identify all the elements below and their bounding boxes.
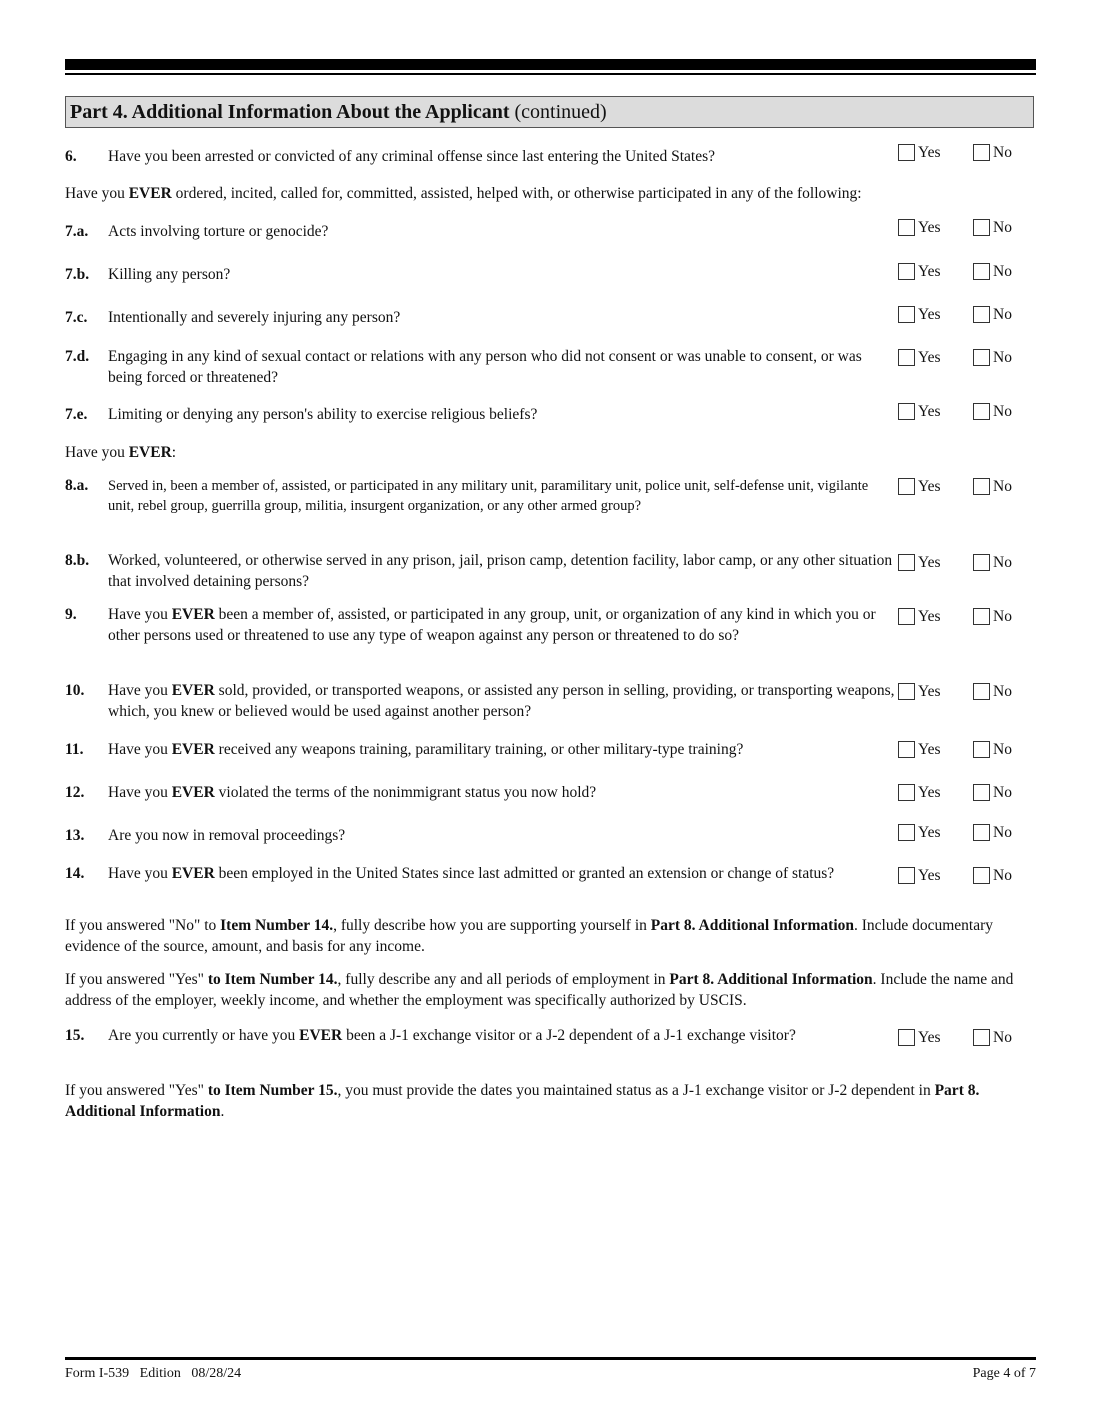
- q7a-no-option[interactable]: [973, 219, 1012, 239]
- q8b-yes-option[interactable]: [898, 554, 941, 574]
- yes-label: Yes: [918, 144, 941, 161]
- question-7a: [65, 221, 895, 242]
- q13-yes-option[interactable]: [898, 824, 941, 844]
- checkbox[interactable]: [973, 219, 990, 236]
- q10-yes-option[interactable]: [898, 683, 941, 703]
- question-text: Limiting or denying any person's ability to exercise religious beliefs?: [108, 406, 538, 423]
- item-number: 8.b.: [65, 552, 90, 569]
- q7b-no-option[interactable]: [973, 263, 1012, 283]
- intro-emphasis: EVER: [128, 185, 172, 202]
- no-label: No: [993, 824, 1012, 841]
- footer-rule: [65, 1357, 1036, 1360]
- checkbox[interactable]: [973, 306, 990, 323]
- question-12: [65, 782, 895, 803]
- yes-label: Yes: [918, 219, 941, 236]
- q6-yes-option[interactable]: [898, 144, 941, 164]
- checkbox[interactable]: [973, 741, 990, 758]
- yes-label: Yes: [918, 1029, 941, 1046]
- checkbox[interactable]: [973, 608, 990, 625]
- question-text: Have you been arrested or convicted of any criminal offense since last entering the United States?: [108, 148, 716, 165]
- checkbox[interactable]: [898, 554, 915, 571]
- checkbox[interactable]: [973, 263, 990, 280]
- question-13: [65, 825, 895, 846]
- question-11: [65, 739, 895, 760]
- no-label: No: [993, 784, 1012, 801]
- checkbox[interactable]: [898, 349, 915, 366]
- q11-yes-option[interactable]: [898, 741, 941, 761]
- intro-text: Have you: [65, 185, 129, 202]
- item-number: 8.a.: [65, 477, 89, 494]
- question-text: Killing any person?: [108, 266, 231, 283]
- question-9: [65, 604, 895, 646]
- no-label: No: [993, 741, 1012, 758]
- question-text: Have you EVER violated the terms of the nonimmigrant status you now hold?: [108, 784, 597, 801]
- q14-yes-option[interactable]: [898, 867, 941, 887]
- q7e-yes-option[interactable]: [898, 403, 941, 423]
- item-number: 7.a.: [65, 223, 89, 240]
- no-label: No: [993, 306, 1012, 323]
- yes-label: Yes: [918, 683, 941, 700]
- question-8a: [65, 476, 895, 516]
- item-number: 7.e.: [65, 406, 88, 423]
- checkbox[interactable]: [973, 554, 990, 571]
- no-label: No: [993, 403, 1012, 420]
- q6-no-option[interactable]: [973, 144, 1012, 164]
- question-14: [65, 863, 895, 884]
- checkbox[interactable]: [898, 478, 915, 495]
- question-text: Are you currently or have you EVER been a J-1 exchange visitor or a J-2 dependent of a J-1 exchange visitor?: [108, 1027, 796, 1044]
- yes-label: Yes: [918, 349, 941, 366]
- yes-label: Yes: [918, 867, 941, 884]
- checkbox[interactable]: [898, 784, 915, 801]
- form-edition: Form I-539 Edition 08/28/24: [65, 1366, 242, 1381]
- item-number: 7.d.: [65, 348, 90, 365]
- checkbox[interactable]: [898, 741, 915, 758]
- top-rule-thin: [65, 73, 1036, 75]
- q8b-no-option[interactable]: [973, 554, 1012, 574]
- question-text: Have you EVER received any weapons training, paramilitary training, or other military-type training?: [108, 741, 744, 758]
- yes-label: Yes: [918, 403, 941, 420]
- q9-no-option[interactable]: [973, 608, 1012, 628]
- question-text: Have you EVER been a member of, assisted, or participated in any group, unit, or organization of any kind in which you or other persons used or threatened to use any type of weapon against any person or threatened to do so?: [108, 606, 876, 644]
- part-suffix: (continued): [509, 101, 607, 123]
- question-7b: [65, 264, 895, 285]
- checkbox[interactable]: [898, 608, 915, 625]
- question-10: [65, 680, 895, 722]
- checkbox[interactable]: [898, 219, 915, 236]
- q12-yes-option[interactable]: [898, 784, 941, 804]
- yes-label: Yes: [918, 478, 941, 495]
- question-text: Served in, been a member of, assisted, or participated in any military unit, paramilitary unit, police unit, self-defense unit, vigilante unit, rebel group, guerrilla group, militia, insurgent organization, or any other armed group?: [108, 478, 869, 514]
- q8a-no-option[interactable]: [973, 478, 1012, 498]
- note-14-yes: If you answered "Yes" to Item Number 14., fully describe any and all periods of employment in Part 8. Additional Information. Include the name and address of the employer, weekly income, and whether the employment was specifically authorized by USCIS.: [65, 971, 1014, 1009]
- q14-no-option[interactable]: [973, 867, 1012, 887]
- question-text: Acts involving torture or genocide?: [108, 223, 329, 240]
- q7c-no-option[interactable]: [973, 306, 1012, 326]
- yes-label: Yes: [918, 784, 941, 801]
- checkbox[interactable]: [973, 349, 990, 366]
- item-number: 10.: [65, 682, 85, 699]
- checkbox[interactable]: [973, 403, 990, 420]
- yes-label: Yes: [918, 608, 941, 625]
- checkbox[interactable]: [898, 403, 915, 420]
- question-7e: [65, 404, 895, 425]
- intro-8: [65, 442, 1040, 463]
- item-number: 11.: [65, 741, 84, 758]
- question-text: Worked, volunteered, or otherwise served in any prison, jail, prison camp, detention facility, labor camp, or any other situation that involved detaining persons?: [108, 552, 893, 590]
- no-label: No: [993, 263, 1012, 280]
- yes-label: Yes: [918, 263, 941, 280]
- q7d-no-option[interactable]: [973, 349, 1012, 369]
- checkbox[interactable]: [973, 824, 990, 841]
- q8a-yes-option[interactable]: [898, 478, 941, 498]
- checkbox[interactable]: [898, 867, 915, 884]
- q7a-yes-option[interactable]: [898, 219, 941, 239]
- intro-7: [65, 183, 1040, 204]
- no-label: No: [993, 683, 1012, 700]
- no-label: No: [993, 219, 1012, 236]
- checkbox[interactable]: [898, 306, 915, 323]
- checkbox[interactable]: [973, 867, 990, 884]
- yes-label: Yes: [918, 306, 941, 323]
- part-title: Part 4. Additional Information About the Applicant: [70, 101, 510, 123]
- intro-text: Have you: [65, 444, 129, 461]
- page-number: Page 4 of 7: [972, 1366, 1036, 1381]
- question-text: Have you EVER sold, provided, or transported weapons, or assisted any person in selling, providing, or transporting weapons, which, you knew or believed would be used against another person?: [108, 682, 895, 720]
- q12-no-option[interactable]: [973, 784, 1012, 804]
- question-6: [65, 146, 895, 167]
- checkbox[interactable]: [973, 683, 990, 700]
- no-label: No: [993, 478, 1012, 495]
- q9-yes-option[interactable]: [898, 608, 941, 628]
- item-number: 6.: [65, 148, 77, 165]
- checkbox[interactable]: [973, 1029, 990, 1046]
- note-15: If you answered "Yes" to Item Number 15., you must provide the dates you maintained status as a J-1 exchange visitor or J-2 dependent in Part 8. Additional Information.: [65, 1082, 980, 1120]
- q7b-yes-option[interactable]: [898, 263, 941, 283]
- q13-no-option[interactable]: [973, 824, 1012, 844]
- no-label: No: [993, 608, 1012, 625]
- q15-no-option[interactable]: [973, 1029, 1012, 1049]
- no-label: No: [993, 349, 1012, 366]
- question-text: Intentionally and severely injuring any person?: [108, 309, 401, 326]
- checkbox[interactable]: [898, 1029, 915, 1046]
- item-number: 15.: [65, 1027, 85, 1044]
- item-number: 14.: [65, 865, 85, 882]
- q15-yes-option[interactable]: [898, 1029, 941, 1049]
- no-label: No: [993, 554, 1012, 571]
- question-7c: [65, 307, 895, 328]
- question-text: Have you EVER been employed in the United States since last admitted or granted an extension or change of status?: [108, 865, 835, 882]
- checkbox[interactable]: [898, 824, 915, 841]
- item-number: 7.c.: [65, 309, 88, 326]
- q10-no-option[interactable]: [973, 683, 1012, 703]
- intro-text: :: [171, 444, 177, 461]
- question-15: [65, 1025, 895, 1046]
- checkbox[interactable]: [898, 263, 915, 280]
- item-number: 7.b.: [65, 266, 90, 283]
- intro-text: ordered, incited, called for, committed, assisted, helped with, or otherwise participated in any of the following:: [171, 185, 862, 202]
- item-number: 13.: [65, 827, 85, 844]
- q7d-yes-option[interactable]: [898, 349, 941, 369]
- intro-emphasis: EVER: [128, 444, 172, 461]
- yes-label: Yes: [918, 824, 941, 841]
- question-text: Are you now in removal proceedings?: [108, 827, 346, 844]
- q11-no-option[interactable]: [973, 741, 1012, 761]
- question-text: Engaging in any kind of sexual contact or relations with any person who did not consent or was unable to consent, or was being forced or threatened?: [108, 348, 862, 386]
- question-8b: [65, 550, 895, 592]
- item-number: 9.: [65, 606, 77, 623]
- q7c-yes-option[interactable]: [898, 306, 941, 326]
- checkbox[interactable]: [973, 144, 990, 161]
- no-label: No: [993, 867, 1012, 884]
- checkbox[interactable]: [898, 683, 915, 700]
- top-rule-thick: [65, 59, 1036, 70]
- checkbox[interactable]: [898, 144, 915, 161]
- no-label: No: [993, 144, 1012, 161]
- question-7d: [65, 346, 895, 388]
- checkbox[interactable]: [973, 784, 990, 801]
- q7e-no-option[interactable]: [973, 403, 1012, 423]
- part-header: [65, 96, 1034, 128]
- item-number: 12.: [65, 784, 85, 801]
- no-label: No: [993, 1029, 1012, 1046]
- yes-label: Yes: [918, 741, 941, 758]
- note-14-no: If you answered "No" to Item Number 14., fully describe how you are supporting yourself in Part 8. Additional Information. Include documentary evidence of the source, amount, and basis for any income.: [65, 917, 994, 955]
- checkbox[interactable]: [973, 478, 990, 495]
- yes-label: Yes: [918, 554, 941, 571]
